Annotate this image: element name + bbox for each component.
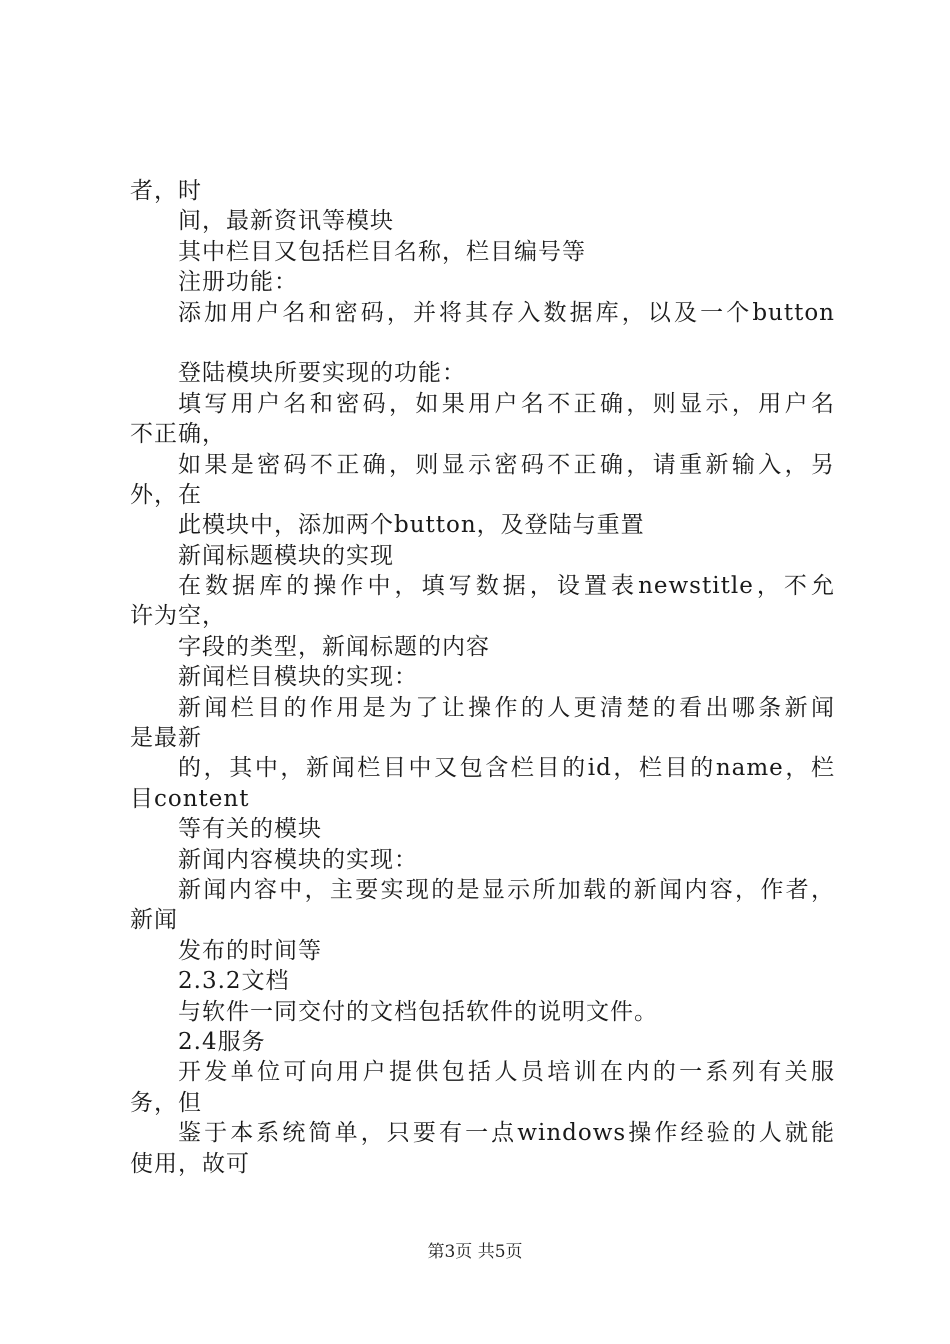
text-line: 新闻: [130, 907, 178, 934]
text-line: 此模块中，添加两个button，及登陆与重置: [178, 512, 645, 539]
text-line: 填写用户名和密码，如果用户名不正确，则显示，用户名: [178, 390, 835, 417]
text-line: 目content: [130, 785, 250, 812]
page-footer: 第3页 共5页: [427, 1242, 523, 1262]
document-body: [130, 176, 835, 1179]
section-heading: 2.4服务: [178, 1028, 266, 1055]
text-line: 间，最新资讯等模块: [178, 208, 394, 235]
text-line: 新闻内容中，主要实现的是显示所加载的新闻内容，作者，: [178, 876, 835, 903]
text-line: 如果是密码不正确，则显示密码不正确，请重新输入，另: [178, 451, 835, 478]
section-heading: 2.3.2文档: [178, 968, 290, 995]
text-line: 新闻内容模块的实现：: [178, 846, 418, 873]
text-line: 务，但: [130, 1089, 202, 1116]
text-line: 登陆模块所要实现的功能：: [178, 360, 466, 387]
text-line: 其中栏目又包括栏目名称，栏目编号等: [178, 238, 586, 265]
text-line: 外，在: [130, 481, 202, 508]
text-line: 鉴于本系统简单，只要有一点windows操作经验的人就能: [178, 1120, 835, 1147]
text-line: 许为空，: [130, 603, 226, 630]
text-line: 新闻标题模块的实现: [178, 542, 394, 569]
text-line: 的，其中，新闻栏目中又包含栏目的id，栏目的name，栏: [178, 755, 835, 782]
text-line: 添加用户名和密码，并将其存入数据库，以及一个button: [178, 299, 835, 326]
text-line: 新闻栏目模块的实现：: [178, 664, 418, 691]
text-line: 发布的时间等: [178, 937, 322, 964]
text-line: 与软件一同交付的文档包括软件的说明文件。: [178, 998, 658, 1025]
blank-line: [130, 328, 835, 358]
text-line: 不正确，: [130, 421, 226, 448]
text-line: 字段的类型，新闻标题的内容: [178, 633, 490, 660]
text-line: 新闻栏目的作用是为了让操作的人更清楚的看出哪条新闻: [178, 694, 835, 721]
text-line: 是最新: [130, 725, 202, 752]
text-line: 使用，故可: [130, 1150, 250, 1177]
text-line: 者，时: [130, 178, 202, 204]
text-line: 开发单位可向用户提供包括人员培训在内的一系列有关服: [178, 1059, 835, 1086]
text-line: 等有关的模块: [178, 816, 322, 843]
text-line: 注册功能：: [178, 269, 298, 296]
text-line: 在数据库的操作中，填写数据，设置表newstitle，不允: [178, 573, 835, 600]
